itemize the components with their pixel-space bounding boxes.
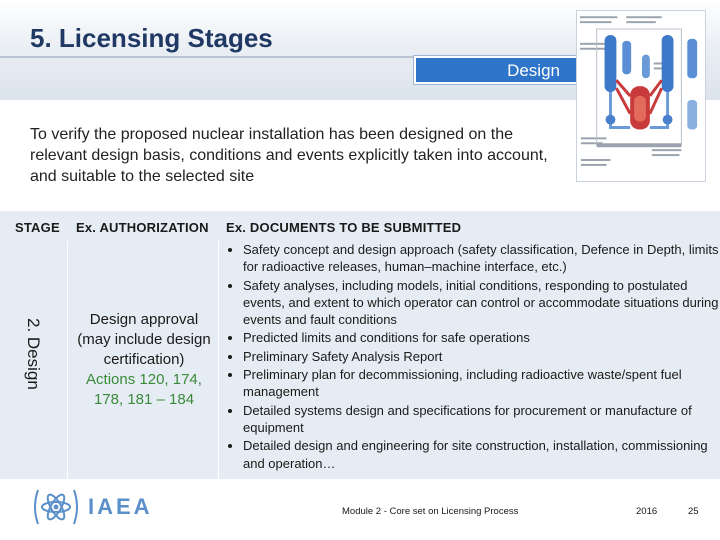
document-item: Predicted limits and conditions for safe operations [226, 329, 720, 346]
footer-year: 2016 [636, 506, 658, 517]
stage-badge: Design [414, 56, 650, 84]
footer-module: Module 2 - Core set on Licensing Process [342, 506, 519, 517]
authorization-line: Design approval [89, 311, 199, 328]
intro-paragraph: To verify the proposed nuclear installation has been designed on the relevant design basis, conditions and events explicitly taken into account, and suitable to the selected site [30, 126, 548, 185]
reactor-schematic-icon [576, 10, 706, 182]
actions-line: Actions 120, 174, [86, 371, 202, 388]
document-item: Preliminary Safety Analysis Report [226, 348, 720, 365]
document-item: Safety analyses, including models, initial conditions, responding to postulated events, and extent to which operator can control or accommodate situations during events and fault conditions [226, 277, 720, 329]
header-authorization: Ex. AUTHORIZATION [76, 220, 209, 235]
header-documents: Ex. DOCUMENTS TO BE SUBMITTED [226, 220, 462, 235]
page-number: 25 [688, 506, 699, 517]
authorization-block [69, 310, 219, 410]
document-item: Safety concept and design approach (safety classification, Defence in Depth, limits for radioactive releases, human–machine interface, etc.) [226, 241, 720, 275]
documents-list [226, 241, 720, 473]
logo-text: IAEA [88, 494, 153, 519]
document-item: Detailed design and engineering for site construction, installation, commissioning and operation… [226, 437, 720, 471]
authorization-line: (may include design [77, 331, 211, 348]
slide-title: 5. Licensing Stages [30, 23, 273, 53]
document-item: Preliminary plan for decommissioning, including radioactive waste/spent fuel management [226, 366, 720, 400]
actions-line: 178, 181 – 184 [93, 391, 195, 408]
stage-label-text: 2. Design [24, 318, 43, 390]
document-item: Detailed systems design and specifications for procurement or manufacture of equipment [226, 402, 720, 436]
authorization-line: certification) [103, 351, 185, 368]
header-stage: STAGE [15, 220, 60, 235]
iaea-atom-logo-icon [30, 484, 160, 530]
